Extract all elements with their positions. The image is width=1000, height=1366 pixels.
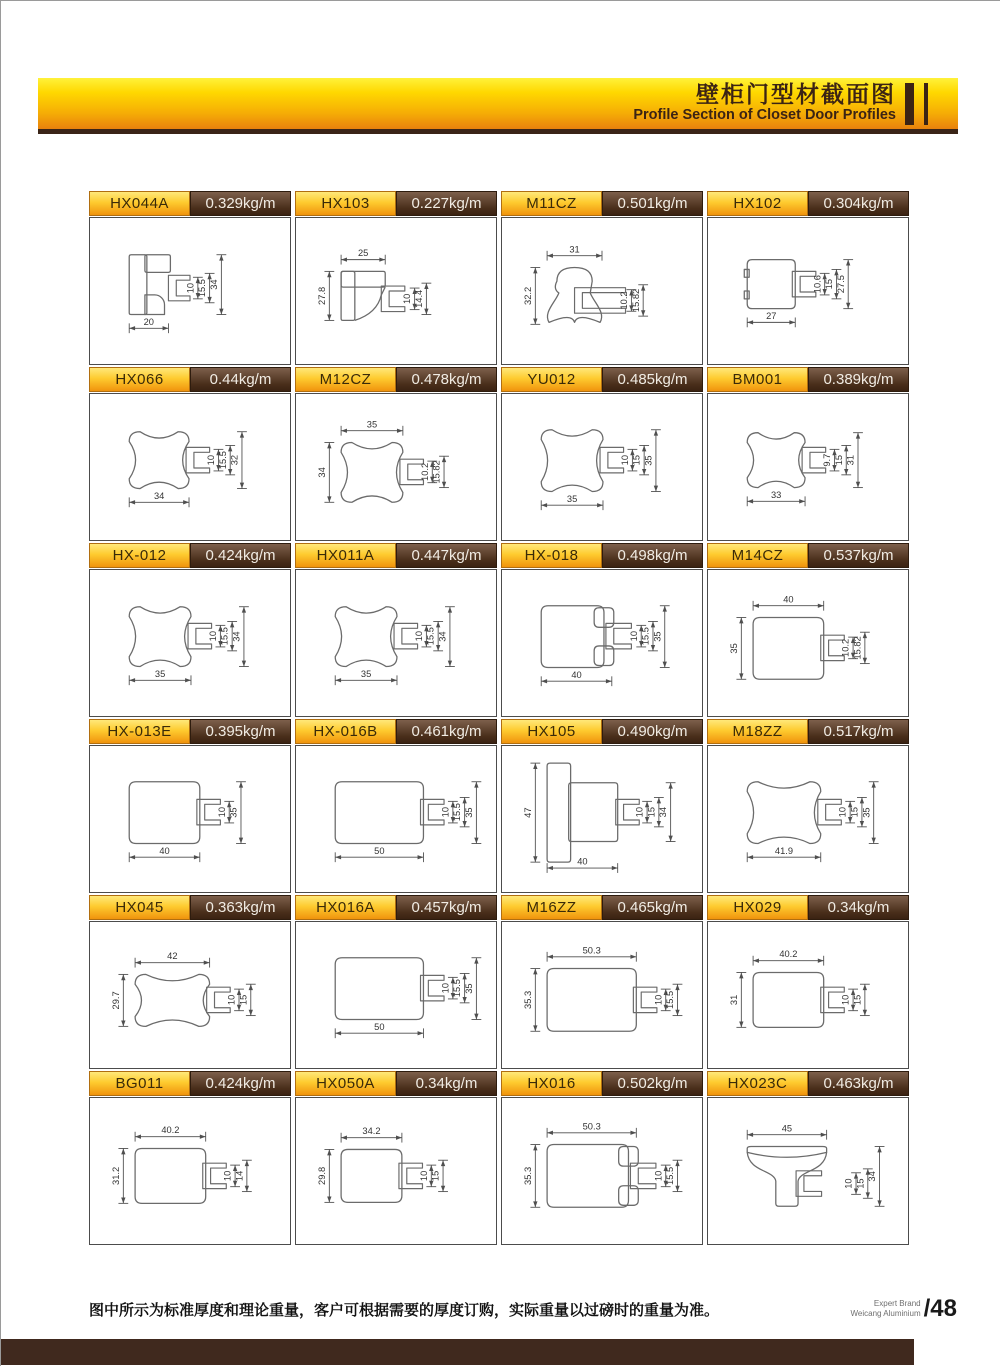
svg-text:47: 47 [522, 807, 533, 818]
profile-drawing [296, 570, 496, 716]
profile-drawing-box [89, 569, 291, 717]
svg-text:15: 15 [852, 994, 863, 1006]
model-label: BM001 [707, 367, 808, 392]
svg-text:45: 45 [781, 1123, 793, 1134]
svg-text:10: 10 [840, 994, 851, 1006]
weight-label: 0.363kg/m [190, 895, 291, 920]
profile-cell-HX-013E [89, 719, 291, 893]
svg-text:10: 10 [619, 454, 630, 466]
svg-text:10: 10 [216, 806, 227, 818]
svg-text:10: 10 [418, 1170, 429, 1182]
svg-text:20: 20 [143, 316, 154, 327]
weight-label: 0.461kg/m [396, 719, 497, 744]
model-label: M14CZ [707, 543, 808, 568]
model-label: YU012 [501, 367, 602, 392]
svg-text:35: 35 [366, 419, 378, 430]
banner-title-chinese: 壁柜门型材截面图 [696, 81, 896, 107]
svg-text:27: 27 [766, 310, 777, 321]
page-banner [38, 78, 958, 134]
svg-text:31.2: 31.2 [110, 1166, 121, 1185]
svg-text:35: 35 [228, 807, 239, 818]
profile-cell-header [501, 1071, 703, 1096]
profile-grid [89, 191, 913, 1245]
profile-drawing [708, 218, 908, 364]
profile-cell-HX050A [295, 1071, 497, 1245]
svg-text:50.3: 50.3 [582, 1121, 601, 1132]
svg-text:10.6: 10.6 [812, 275, 823, 294]
svg-text:15.5: 15.5 [425, 627, 436, 646]
svg-text:27.8: 27.8 [316, 286, 327, 305]
profile-cell-header [89, 895, 291, 920]
svg-text:35: 35 [463, 807, 474, 818]
weight-label: 0.227kg/m [396, 191, 497, 216]
svg-text:35: 35 [566, 493, 578, 504]
profile-drawing [296, 1098, 496, 1244]
profile-drawing [90, 570, 290, 716]
profile-cell-header [707, 543, 909, 568]
svg-text:40: 40 [571, 669, 582, 680]
profile-drawing-box [295, 1097, 497, 1245]
svg-text:40: 40 [783, 594, 794, 605]
svg-text:10: 10 [440, 982, 451, 994]
weight-label: 0.44kg/m [190, 367, 291, 392]
model-label: HX011A [295, 543, 396, 568]
model-label: M12CZ [295, 367, 396, 392]
profile-drawing [296, 394, 496, 540]
svg-text:34: 34 [316, 467, 327, 478]
weight-label: 0.517kg/m [808, 719, 909, 744]
profile-drawing [296, 218, 496, 364]
svg-text:41.9: 41.9 [774, 845, 794, 856]
svg-text:40: 40 [159, 845, 170, 856]
model-label: HX029 [707, 895, 808, 920]
svg-text:35: 35 [652, 631, 663, 642]
weight-label: 0.34kg/m [808, 895, 909, 920]
svg-text:34: 34 [231, 631, 242, 642]
profile-cell-M11CZ [501, 191, 703, 365]
svg-text:34: 34 [437, 631, 448, 642]
profile-drawing [296, 922, 496, 1068]
model-label: HX102 [707, 191, 808, 216]
profile-cell-M16ZZ [501, 895, 703, 1069]
profile-cell-header [295, 895, 497, 920]
profile-drawing [708, 922, 908, 1068]
weight-label: 0.457kg/m [396, 895, 497, 920]
svg-text:40.2: 40.2 [779, 949, 798, 960]
svg-text:15: 15 [824, 278, 835, 290]
brand-line1: Expert Brand [873, 1299, 921, 1308]
profile-drawing [502, 1098, 702, 1244]
profile-drawing-box [295, 569, 497, 717]
svg-text:10: 10 [206, 454, 217, 466]
profile-drawing-box [707, 393, 909, 541]
svg-text:15.5: 15.5 [219, 627, 230, 646]
svg-text:29.7: 29.7 [110, 991, 121, 1010]
weight-label: 0.447kg/m [396, 543, 497, 568]
svg-text:34.2: 34.2 [362, 1126, 381, 1137]
svg-text:15.82: 15.82 [630, 288, 641, 313]
profile-cell-HX016 [501, 1071, 703, 1245]
svg-text:10: 10 [653, 1170, 664, 1182]
svg-text:40: 40 [577, 856, 588, 867]
svg-text:15.5: 15.5 [217, 451, 228, 470]
model-label: HX-016B [295, 719, 396, 744]
weight-label: 0.304kg/m [808, 191, 909, 216]
svg-text:27.5: 27.5 [835, 275, 846, 294]
profile-cell-header [295, 191, 497, 216]
profile-cell-BG011 [89, 1071, 291, 1245]
svg-text:50.3: 50.3 [582, 945, 601, 956]
banner-accent-bar-thin [924, 83, 928, 125]
profile-drawing [708, 746, 908, 892]
profile-drawing-box [295, 393, 497, 541]
svg-text:9.7: 9.7 [822, 453, 833, 467]
profile-drawing-box [501, 1097, 703, 1245]
svg-text:31: 31 [728, 994, 739, 1006]
model-label: HX050A [295, 1071, 396, 1096]
weight-label: 0.465kg/m [602, 895, 703, 920]
svg-text:15.5: 15.5 [665, 990, 676, 1009]
profile-cell-header [707, 191, 909, 216]
svg-text:15: 15 [849, 806, 860, 818]
profile-drawing-box [501, 217, 703, 365]
profile-cell-HX103 [295, 191, 497, 365]
model-label: HX103 [295, 191, 396, 216]
profile-drawing-box [295, 217, 497, 365]
profile-cell-header [89, 367, 291, 392]
profile-cell-M12CZ [295, 367, 497, 541]
profile-cell-header [707, 367, 909, 392]
profile-drawing-box [295, 745, 497, 893]
model-label: HX023C [707, 1071, 808, 1096]
profile-cell-header [501, 895, 703, 920]
brand-line2: Weicang Aluminium [850, 1309, 921, 1318]
model-label: HX044A [89, 191, 190, 216]
svg-text:10: 10 [634, 806, 645, 818]
profile-drawing-box [295, 921, 497, 1069]
profile-cell-header [295, 1071, 497, 1096]
weight-label: 0.424kg/m [190, 1071, 291, 1096]
svg-text:10: 10 [185, 282, 196, 294]
model-label: M11CZ [501, 191, 602, 216]
profile-cell-HX-016B [295, 719, 497, 893]
profile-cell-HX102 [707, 191, 909, 365]
model-label: HX016A [295, 895, 396, 920]
profile-drawing-box [707, 745, 909, 893]
profile-drawing-box [501, 745, 703, 893]
profile-cell-header [707, 719, 909, 744]
profile-drawing-box [89, 745, 291, 893]
profile-cell-header [295, 719, 497, 744]
weight-label: 0.502kg/m [602, 1071, 703, 1096]
svg-text:15.82: 15.82 [431, 460, 442, 484]
weight-label: 0.537kg/m [808, 543, 909, 568]
weight-label: 0.329kg/m [190, 191, 291, 216]
svg-text:10: 10 [843, 1178, 854, 1189]
profile-cell-header [501, 367, 703, 392]
svg-text:32: 32 [229, 454, 240, 466]
profile-cell-HX011A [295, 543, 497, 717]
svg-text:14: 14 [234, 1170, 245, 1182]
profile-cell-M18ZZ [707, 719, 909, 893]
profile-drawing-box [707, 1097, 909, 1245]
profile-cell-HX044A [89, 191, 291, 365]
profile-drawing-box [89, 1097, 291, 1245]
svg-text:42: 42 [167, 951, 178, 962]
profile-drawing [90, 746, 290, 892]
profile-drawing-box [501, 921, 703, 1069]
svg-text:29.8: 29.8 [316, 1166, 327, 1185]
svg-text:34: 34 [208, 279, 219, 290]
profile-cell-HX016A [295, 895, 497, 1069]
svg-text:10: 10 [837, 806, 848, 818]
svg-text:33: 33 [770, 489, 782, 500]
svg-text:34: 34 [658, 806, 669, 818]
brand-text [851, 1299, 921, 1319]
svg-text:35.3: 35.3 [522, 1166, 533, 1185]
page-number: /48 [923, 1295, 957, 1322]
profile-drawing [708, 1098, 908, 1244]
profile-cell-header [501, 543, 703, 568]
profile-drawing [708, 570, 908, 716]
svg-text:35: 35 [728, 643, 739, 654]
svg-text:34: 34 [153, 490, 165, 501]
profile-drawing [708, 394, 908, 540]
svg-text:10.2: 10.2 [619, 291, 629, 310]
profile-drawing-box [89, 393, 291, 541]
svg-text:50: 50 [374, 1021, 385, 1032]
model-label: HX-012 [89, 543, 190, 568]
weight-label: 0.463kg/m [808, 1071, 909, 1096]
profile-drawing-box [501, 393, 703, 541]
svg-text:15: 15 [238, 994, 249, 1006]
svg-text:32.2: 32.2 [522, 286, 533, 305]
profile-drawing-box [501, 569, 703, 717]
svg-text:50: 50 [374, 845, 385, 856]
profile-cell-header [89, 191, 291, 216]
svg-text:10: 10 [207, 630, 218, 642]
svg-text:35: 35 [861, 807, 872, 818]
svg-text:40.2: 40.2 [161, 1125, 180, 1136]
profile-cell-header [295, 367, 497, 392]
model-label: HX-018 [501, 543, 602, 568]
svg-text:15.5: 15.5 [665, 1166, 676, 1185]
profile-cell-header [501, 191, 703, 216]
profile-drawing-box [707, 569, 909, 717]
svg-text:15: 15 [855, 1178, 866, 1189]
model-label: HX-013E [89, 719, 190, 744]
profile-cell-header [707, 1071, 909, 1096]
banner-title-english: Profile Section of Closet Door Profiles [633, 107, 896, 123]
weight-label: 0.34kg/m [396, 1071, 497, 1096]
svg-text:10: 10 [222, 1170, 233, 1182]
profile-cell-HX-018 [501, 543, 703, 717]
svg-text:35: 35 [154, 668, 166, 679]
profile-cell-header [707, 895, 909, 920]
weight-label: 0.389kg/m [808, 367, 909, 392]
profile-cell-HX-012 [89, 543, 291, 717]
model-label: M16ZZ [501, 895, 602, 920]
svg-text:35: 35 [643, 455, 654, 466]
svg-text:31: 31 [845, 454, 856, 466]
weight-label: 0.424kg/m [190, 543, 291, 568]
profile-cell-HX066 [89, 367, 291, 541]
page-number-block [851, 1295, 957, 1323]
weight-label: 0.498kg/m [602, 543, 703, 568]
svg-text:10: 10 [226, 994, 237, 1006]
banner-titles [633, 81, 896, 124]
page-footer [89, 1295, 957, 1323]
svg-text:15: 15 [430, 1170, 441, 1182]
profile-cell-header [89, 719, 291, 744]
profile-cell-header [89, 1071, 291, 1096]
banner-accent-bar-thick [905, 83, 914, 125]
svg-text:35: 35 [360, 668, 372, 679]
weight-label: 0.490kg/m [602, 719, 703, 744]
model-label: HX105 [501, 719, 602, 744]
svg-text:10: 10 [402, 293, 413, 305]
svg-text:35: 35 [463, 983, 474, 994]
svg-text:15.5: 15.5 [452, 979, 463, 998]
profile-cell-HX023C [707, 1071, 909, 1245]
svg-text:15: 15 [631, 454, 642, 466]
svg-text:25: 25 [357, 248, 369, 259]
profile-cell-header [295, 543, 497, 568]
svg-text:10.2: 10.2 [840, 638, 851, 657]
svg-text:10: 10 [628, 630, 639, 642]
svg-text:15: 15 [833, 454, 844, 466]
model-label: HX016 [501, 1071, 602, 1096]
profile-drawing [502, 218, 702, 364]
svg-text:15.82: 15.82 [852, 636, 863, 660]
profile-drawing [502, 746, 702, 892]
profile-cell-HX045 [89, 895, 291, 1069]
footer-note: 图中所示为标准厚度和理论重量，客户可根据需要的厚度订购，实际重量以过磅时的重量为准。 [89, 1301, 720, 1319]
svg-text:31: 31 [569, 244, 580, 255]
profile-cell-BM001 [707, 367, 909, 541]
svg-text:15.5: 15.5 [197, 279, 208, 298]
svg-text:10: 10 [440, 806, 451, 818]
profile-cell-HX029 [707, 895, 909, 1069]
model-label: M18ZZ [707, 719, 808, 744]
svg-text:35.3: 35.3 [522, 990, 533, 1009]
svg-text:10: 10 [653, 994, 664, 1006]
svg-text:15: 15 [646, 806, 657, 818]
profile-drawing-box [89, 921, 291, 1069]
svg-text:14.4: 14.4 [413, 289, 424, 308]
profile-drawing [90, 218, 290, 364]
profile-drawing [502, 394, 702, 540]
profile-drawing [502, 922, 702, 1068]
bottom-brown-bar [1, 1339, 914, 1365]
model-label: HX045 [89, 895, 190, 920]
profile-drawing-box [707, 921, 909, 1069]
svg-text:34: 34 [867, 1171, 878, 1182]
profile-drawing [90, 1098, 290, 1244]
svg-text:10.2: 10.2 [419, 462, 430, 481]
svg-text:10: 10 [413, 630, 424, 642]
svg-text:15.5: 15.5 [452, 803, 463, 822]
profile-cell-header [89, 543, 291, 568]
svg-text:15.5: 15.5 [640, 627, 651, 646]
profile-drawing [90, 394, 290, 540]
model-label: HX066 [89, 367, 190, 392]
profile-cell-YU012 [501, 367, 703, 541]
profile-drawing [296, 746, 496, 892]
profile-cell-HX105 [501, 719, 703, 893]
weight-label: 0.485kg/m [602, 367, 703, 392]
weight-label: 0.478kg/m [396, 367, 497, 392]
profile-drawing-box [89, 217, 291, 365]
profile-drawing [90, 922, 290, 1068]
profile-drawing-box [707, 217, 909, 365]
weight-label: 0.395kg/m [190, 719, 291, 744]
weight-label: 0.501kg/m [602, 191, 703, 216]
model-label: BG011 [89, 1071, 190, 1096]
profile-cell-header [501, 719, 703, 744]
profile-cell-M14CZ [707, 543, 909, 717]
profile-drawing [502, 570, 702, 716]
